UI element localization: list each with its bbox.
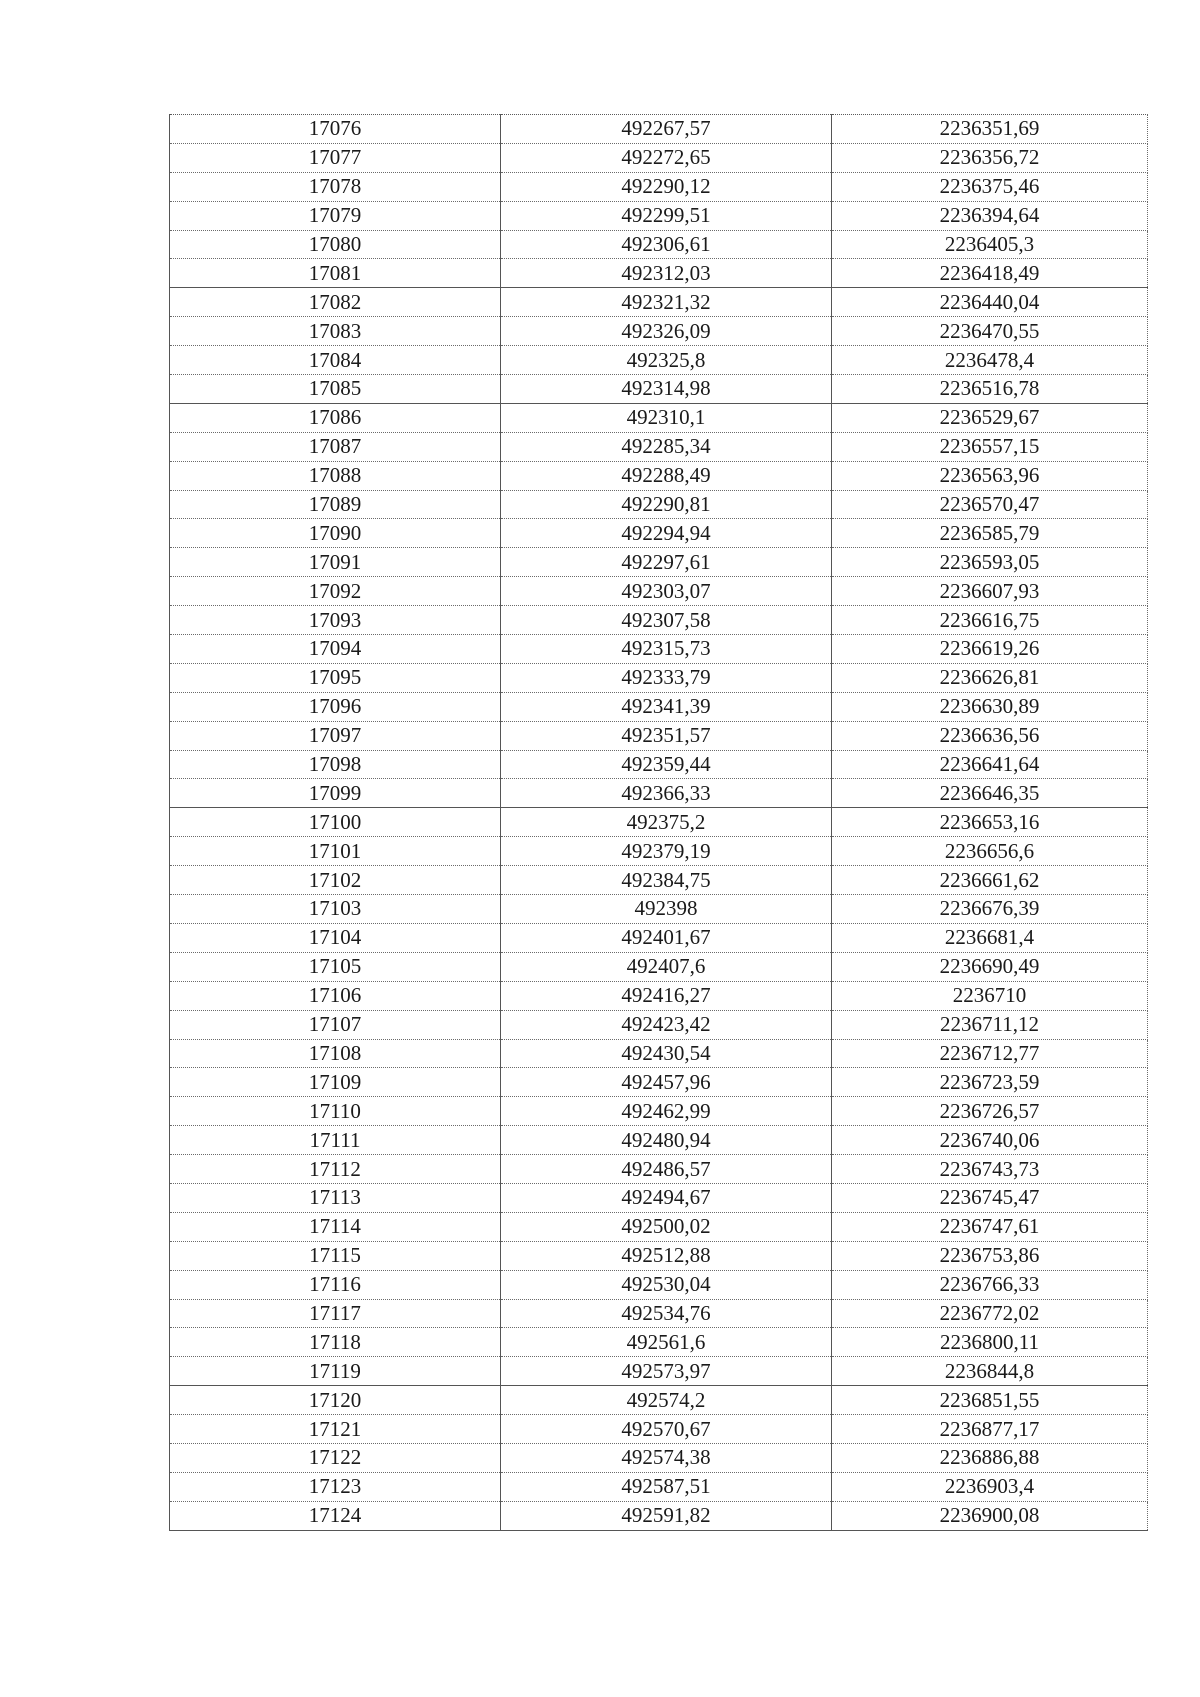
x-coordinate-cell: 492384,75 xyxy=(501,866,832,895)
x-coordinate-cell: 492416,27 xyxy=(501,981,832,1010)
point-number-cell: 17105 xyxy=(170,952,501,981)
x-coordinate-cell: 492290,12 xyxy=(501,172,832,201)
x-coordinate-cell: 492333,79 xyxy=(501,663,832,692)
y-coordinate-cell: 2236529,67 xyxy=(832,403,1148,432)
point-number-cell: 17087 xyxy=(170,432,501,461)
table-row xyxy=(170,866,1148,895)
x-coordinate-cell: 492315,73 xyxy=(501,635,832,664)
y-coordinate-cell: 2236585,79 xyxy=(832,519,1148,548)
point-number-cell: 17109 xyxy=(170,1068,501,1097)
point-number-cell: 17117 xyxy=(170,1299,501,1328)
table-row xyxy=(170,490,1148,519)
point-number-cell: 17113 xyxy=(170,1183,501,1212)
y-coordinate-cell: 2236723,59 xyxy=(832,1068,1148,1097)
x-coordinate-cell: 492325,8 xyxy=(501,346,832,375)
y-coordinate-cell: 2236851,55 xyxy=(832,1386,1148,1415)
table-row xyxy=(170,606,1148,635)
coordinates-table-body xyxy=(170,115,1148,1531)
table-row xyxy=(170,403,1148,432)
table-row xyxy=(170,1328,1148,1357)
point-number-cell: 17099 xyxy=(170,779,501,808)
table-row xyxy=(170,779,1148,808)
y-coordinate-cell: 2236641,64 xyxy=(832,750,1148,779)
table-row xyxy=(170,432,1148,461)
x-coordinate-cell: 492401,67 xyxy=(501,923,832,952)
coordinates-table xyxy=(169,114,1148,1531)
point-number-cell: 17123 xyxy=(170,1472,501,1501)
table-row xyxy=(170,1126,1148,1155)
table-row xyxy=(170,750,1148,779)
x-coordinate-cell: 492288,49 xyxy=(501,461,832,490)
y-coordinate-cell: 2236440,04 xyxy=(832,288,1148,317)
x-coordinate-cell: 492591,82 xyxy=(501,1501,832,1530)
y-coordinate-cell: 2236394,64 xyxy=(832,201,1148,230)
point-number-cell: 17079 xyxy=(170,201,501,230)
point-number-cell: 17083 xyxy=(170,317,501,346)
x-coordinate-cell: 492530,04 xyxy=(501,1270,832,1299)
table-row xyxy=(170,1415,1148,1444)
point-number-cell: 17086 xyxy=(170,403,501,432)
point-number-cell: 17120 xyxy=(170,1386,501,1415)
point-number-cell: 17082 xyxy=(170,288,501,317)
x-coordinate-cell: 492326,09 xyxy=(501,317,832,346)
table-row xyxy=(170,375,1148,404)
point-number-cell: 17116 xyxy=(170,1270,501,1299)
point-number-cell: 17096 xyxy=(170,692,501,721)
table-row xyxy=(170,721,1148,750)
x-coordinate-cell: 492306,61 xyxy=(501,230,832,259)
table-row xyxy=(170,1097,1148,1126)
point-number-cell: 17103 xyxy=(170,895,501,924)
x-coordinate-cell: 492341,39 xyxy=(501,692,832,721)
table-row xyxy=(170,1183,1148,1212)
table-row xyxy=(170,895,1148,924)
point-number-cell: 17104 xyxy=(170,923,501,952)
table-row xyxy=(170,143,1148,172)
y-coordinate-cell: 2236619,26 xyxy=(832,635,1148,664)
table-row xyxy=(170,1386,1148,1415)
x-coordinate-cell: 492303,07 xyxy=(501,577,832,606)
y-coordinate-cell: 2236356,72 xyxy=(832,143,1148,172)
x-coordinate-cell: 492534,76 xyxy=(501,1299,832,1328)
x-coordinate-cell: 492267,57 xyxy=(501,115,832,144)
table-row xyxy=(170,981,1148,1010)
y-coordinate-cell: 2236351,69 xyxy=(832,115,1148,144)
x-coordinate-cell: 492290,81 xyxy=(501,490,832,519)
y-coordinate-cell: 2236557,15 xyxy=(832,432,1148,461)
table-row xyxy=(170,230,1148,259)
table-row xyxy=(170,1443,1148,1472)
table-row xyxy=(170,663,1148,692)
x-coordinate-cell: 492312,03 xyxy=(501,259,832,288)
point-number-cell: 17084 xyxy=(170,346,501,375)
point-number-cell: 17114 xyxy=(170,1212,501,1241)
y-coordinate-cell: 2236661,62 xyxy=(832,866,1148,895)
y-coordinate-cell: 2236712,77 xyxy=(832,1039,1148,1068)
table-row xyxy=(170,519,1148,548)
point-number-cell: 17122 xyxy=(170,1443,501,1472)
point-number-cell: 17097 xyxy=(170,721,501,750)
point-number-cell: 17090 xyxy=(170,519,501,548)
table-row xyxy=(170,808,1148,837)
table-row xyxy=(170,1039,1148,1068)
y-coordinate-cell: 2236405,3 xyxy=(832,230,1148,259)
x-coordinate-cell: 492359,44 xyxy=(501,750,832,779)
point-number-cell: 17102 xyxy=(170,866,501,895)
point-number-cell: 17089 xyxy=(170,490,501,519)
table-row xyxy=(170,1010,1148,1039)
point-number-cell: 17093 xyxy=(170,606,501,635)
y-coordinate-cell: 2236375,46 xyxy=(832,172,1148,201)
table-row xyxy=(170,1068,1148,1097)
x-coordinate-cell: 492321,32 xyxy=(501,288,832,317)
y-coordinate-cell: 2236478,4 xyxy=(832,346,1148,375)
point-number-cell: 17108 xyxy=(170,1039,501,1068)
x-coordinate-cell: 492494,67 xyxy=(501,1183,832,1212)
x-coordinate-cell: 492366,33 xyxy=(501,779,832,808)
point-number-cell: 17091 xyxy=(170,548,501,577)
x-coordinate-cell: 492407,6 xyxy=(501,952,832,981)
x-coordinate-cell: 492351,57 xyxy=(501,721,832,750)
y-coordinate-cell: 2236630,89 xyxy=(832,692,1148,721)
y-coordinate-cell: 2236616,75 xyxy=(832,606,1148,635)
y-coordinate-cell: 2236690,49 xyxy=(832,952,1148,981)
x-coordinate-cell: 492423,42 xyxy=(501,1010,832,1039)
table-row xyxy=(170,259,1148,288)
x-coordinate-cell: 492574,2 xyxy=(501,1386,832,1415)
point-number-cell: 17111 xyxy=(170,1126,501,1155)
y-coordinate-cell: 2236740,06 xyxy=(832,1126,1148,1155)
y-coordinate-cell: 2236900,08 xyxy=(832,1501,1148,1530)
point-number-cell: 17098 xyxy=(170,750,501,779)
point-number-cell: 17092 xyxy=(170,577,501,606)
table-row xyxy=(170,1472,1148,1501)
y-coordinate-cell: 2236681,4 xyxy=(832,923,1148,952)
point-number-cell: 17112 xyxy=(170,1155,501,1184)
point-number-cell: 17101 xyxy=(170,837,501,866)
x-coordinate-cell: 492375,2 xyxy=(501,808,832,837)
y-coordinate-cell: 2236711,12 xyxy=(832,1010,1148,1039)
table-row xyxy=(170,1155,1148,1184)
x-coordinate-cell: 492307,58 xyxy=(501,606,832,635)
y-coordinate-cell: 2236653,16 xyxy=(832,808,1148,837)
table-row xyxy=(170,1241,1148,1270)
y-coordinate-cell: 2236800,11 xyxy=(832,1328,1148,1357)
point-number-cell: 17095 xyxy=(170,663,501,692)
x-coordinate-cell: 492570,67 xyxy=(501,1415,832,1444)
x-coordinate-cell: 492379,19 xyxy=(501,837,832,866)
x-coordinate-cell: 492314,98 xyxy=(501,375,832,404)
point-number-cell: 17081 xyxy=(170,259,501,288)
y-coordinate-cell: 2236886,88 xyxy=(832,1443,1148,1472)
point-number-cell: 17088 xyxy=(170,461,501,490)
point-number-cell: 17078 xyxy=(170,172,501,201)
table-row xyxy=(170,548,1148,577)
x-coordinate-cell: 492512,88 xyxy=(501,1241,832,1270)
x-coordinate-cell: 492500,02 xyxy=(501,1212,832,1241)
x-coordinate-cell: 492480,94 xyxy=(501,1126,832,1155)
x-coordinate-cell: 492462,99 xyxy=(501,1097,832,1126)
point-number-cell: 17106 xyxy=(170,981,501,1010)
table-row xyxy=(170,461,1148,490)
x-coordinate-cell: 492310,1 xyxy=(501,403,832,432)
point-number-cell: 17094 xyxy=(170,635,501,664)
y-coordinate-cell: 2236743,73 xyxy=(832,1155,1148,1184)
x-coordinate-cell: 492299,51 xyxy=(501,201,832,230)
y-coordinate-cell: 2236753,86 xyxy=(832,1241,1148,1270)
point-number-cell: 17119 xyxy=(170,1357,501,1386)
y-coordinate-cell: 2236418,49 xyxy=(832,259,1148,288)
x-coordinate-cell: 492573,97 xyxy=(501,1357,832,1386)
point-number-cell: 17107 xyxy=(170,1010,501,1039)
table-row xyxy=(170,1212,1148,1241)
point-number-cell: 17118 xyxy=(170,1328,501,1357)
point-number-cell: 17124 xyxy=(170,1501,501,1530)
x-coordinate-cell: 492398 xyxy=(501,895,832,924)
point-number-cell: 17100 xyxy=(170,808,501,837)
y-coordinate-cell: 2236710 xyxy=(832,981,1148,1010)
y-coordinate-cell: 2236747,61 xyxy=(832,1212,1148,1241)
table-row xyxy=(170,952,1148,981)
point-number-cell: 17110 xyxy=(170,1097,501,1126)
table-row xyxy=(170,1501,1148,1530)
x-coordinate-cell: 492285,34 xyxy=(501,432,832,461)
point-number-cell: 17077 xyxy=(170,143,501,172)
x-coordinate-cell: 492297,61 xyxy=(501,548,832,577)
y-coordinate-cell: 2236470,55 xyxy=(832,317,1148,346)
y-coordinate-cell: 2236607,93 xyxy=(832,577,1148,606)
x-coordinate-cell: 492294,94 xyxy=(501,519,832,548)
y-coordinate-cell: 2236570,47 xyxy=(832,490,1148,519)
y-coordinate-cell: 2236745,47 xyxy=(832,1183,1148,1212)
y-coordinate-cell: 2236593,05 xyxy=(832,548,1148,577)
y-coordinate-cell: 2236877,17 xyxy=(832,1415,1148,1444)
table-row xyxy=(170,837,1148,866)
table-row xyxy=(170,1299,1148,1328)
y-coordinate-cell: 2236766,33 xyxy=(832,1270,1148,1299)
y-coordinate-cell: 2236903,4 xyxy=(832,1472,1148,1501)
y-coordinate-cell: 2236772,02 xyxy=(832,1299,1148,1328)
point-number-cell: 17115 xyxy=(170,1241,501,1270)
table-row xyxy=(170,635,1148,664)
x-coordinate-cell: 492561,6 xyxy=(501,1328,832,1357)
x-coordinate-cell: 492457,96 xyxy=(501,1068,832,1097)
y-coordinate-cell: 2236626,81 xyxy=(832,663,1148,692)
y-coordinate-cell: 2236636,56 xyxy=(832,721,1148,750)
y-coordinate-cell: 2236516,78 xyxy=(832,375,1148,404)
y-coordinate-cell: 2236656,6 xyxy=(832,837,1148,866)
x-coordinate-cell: 492486,57 xyxy=(501,1155,832,1184)
y-coordinate-cell: 2236844,8 xyxy=(832,1357,1148,1386)
table-row xyxy=(170,317,1148,346)
point-number-cell: 17085 xyxy=(170,375,501,404)
table-row xyxy=(170,346,1148,375)
x-coordinate-cell: 492430,54 xyxy=(501,1039,832,1068)
table-row xyxy=(170,172,1148,201)
point-number-cell: 17121 xyxy=(170,1415,501,1444)
x-coordinate-cell: 492272,65 xyxy=(501,143,832,172)
table-row xyxy=(170,692,1148,721)
y-coordinate-cell: 2236676,39 xyxy=(832,895,1148,924)
table-row xyxy=(170,201,1148,230)
table-row xyxy=(170,1270,1148,1299)
table-row xyxy=(170,1357,1148,1386)
y-coordinate-cell: 2236646,35 xyxy=(832,779,1148,808)
table-row xyxy=(170,923,1148,952)
table-row xyxy=(170,288,1148,317)
point-number-cell: 17076 xyxy=(170,115,501,144)
table-row xyxy=(170,115,1148,144)
x-coordinate-cell: 492574,38 xyxy=(501,1443,832,1472)
point-number-cell: 17080 xyxy=(170,230,501,259)
x-coordinate-cell: 492587,51 xyxy=(501,1472,832,1501)
y-coordinate-cell: 2236563,96 xyxy=(832,461,1148,490)
y-coordinate-cell: 2236726,57 xyxy=(832,1097,1148,1126)
table-row xyxy=(170,577,1148,606)
